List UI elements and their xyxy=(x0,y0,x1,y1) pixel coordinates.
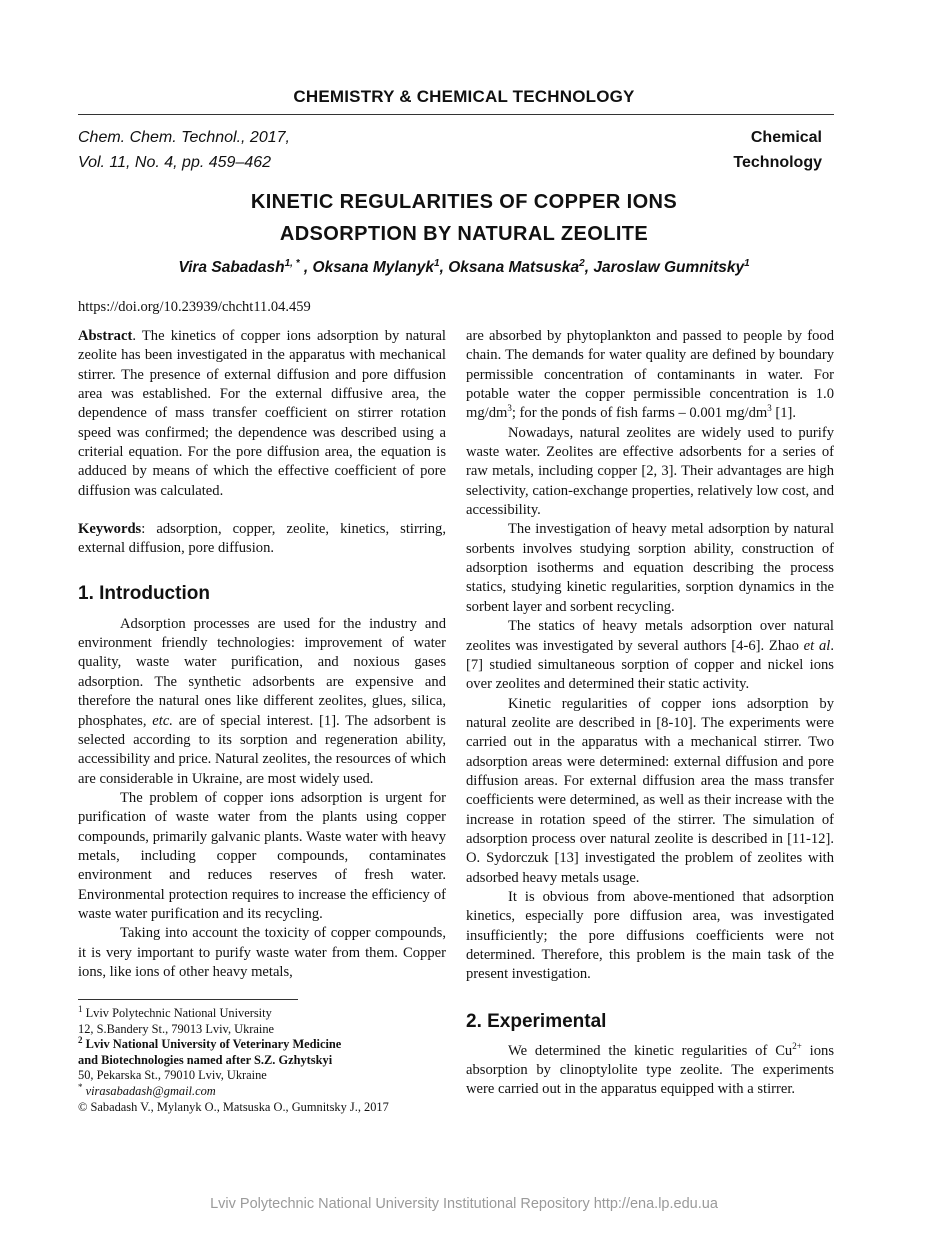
text: are of special interest. [1]. The adsorbent is selected according to its sorption and regeneration ability, accessibility and price. Natural zeolites, the resources of which are considerable in Ukraine, are most widely used. xyxy=(78,712,446,787)
paragraph: It is obvious from above-mentioned that adsorption kinetics, especially pore diffusion area, was investigated insufficiently; the pore diffusions coefficients were not determined. Therefore, this problem is the main task of the present investigation. xyxy=(466,888,834,983)
text: etc. xyxy=(152,712,173,729)
text: Adsorption processes are used for the industry and environment friendly technologies: improvement of water quality, waste water purification, and noxious gases adsorption. The synthetic adsorbents are expensive and therefore the natural ones like different zeolites, glues, silica, phosphates, xyxy=(78,615,446,729)
abstract-text: . The kinetics of copper ions adsorption by natural zeolite has been investigated in the apparatus with mechanical stirrer. The presence of external diffusion and pore diffusion area was established. For the external diffusive area, the dependence of mass transfer coefficient on stirrer rotation speed was confirmed; the dependence was described using a criterial equation. For the pore diffusion area, the equation is adduced by means of which the effective coefficient of pore diffusion was calculated. xyxy=(78,328,446,499)
text: are absorbed by phytoplankton and passed to people by food chain. The demands for water quality are defined by boundary permissible concentration of contaminants in water. For potable water the copper permissible concentration is 1.0 mg/dm xyxy=(466,328,834,422)
journal-brand xyxy=(733,125,822,175)
abstract-label: Abstract xyxy=(78,328,133,344)
affiliation-address: 12, S.Bandery St., 79013 Lviv, Ukraine xyxy=(78,1021,275,1036)
keywords xyxy=(78,520,446,559)
text: The statics of heavy metals adsorption over natural zeolites was investigated by several authors [4-6]. Zhao xyxy=(466,618,834,654)
left-column xyxy=(78,327,446,982)
abstract xyxy=(78,327,446,501)
author-name: Vira Sabadash xyxy=(178,259,285,276)
superscript: 2+ xyxy=(792,1040,802,1051)
citation-line-2: Vol. 11, No. 4, pp. 459–462 xyxy=(78,154,272,171)
superscript: 3 xyxy=(767,403,772,414)
section-heading-introduction: 1. Introduction xyxy=(78,582,210,604)
author-name: , Oksana Mylanyk xyxy=(303,259,435,276)
paragraph xyxy=(78,615,446,789)
repository-footer: Lviv Polytechnic National University Institutional Repository http://ena.lp.edu.ua xyxy=(210,1196,718,1212)
affiliation: Lviv Polytechnic National University xyxy=(82,1006,272,1020)
footnotes xyxy=(78,1003,389,1115)
paragraph: Kinetic regularities of copper ions adsorption by natural zeolite are described in [8-10]. The experiments were carried out in the apparatus with a mechanical stirrer. Two adsorption areas were determined: external diffusion and pore diffusion areas. For external diffusion area the mass transfer coefficients were determined, as well as their increase with the increase in rotation speed of the stirrer. The simulation of adsorption process over natural zeolite is described in [11-12]. O. Sydorczuk [13] investigated the problem of zeolites with adsorbed heavy metals usage. xyxy=(466,695,834,886)
author-name: , Oksana Matsuska xyxy=(439,259,580,276)
keywords-text: : adsorption, copper, zeolite, kinetics, stirring, external diffusion, pore diffusion. xyxy=(78,521,446,557)
paragraph: Nowadays, natural zeolites are widely used to purify waste water. Zeolites are effective adsorbents for a series of raw metals, including copper [2, 3]. Their advantages are high selectivity, cation-exchange properties, relatively low cost, and accessibility. xyxy=(466,424,834,519)
paragraph: Taking into account the toxicity of copper compounds, it is very important to purify waste water from them. Copper ions, like ions of other heavy metals, xyxy=(78,925,446,980)
brand-line-2: Technology xyxy=(733,154,822,171)
copyright: © Sabadash V., Mylanyk O., Matsuska O., Gumnitsky J., 2017 xyxy=(78,1099,389,1114)
text: [1]. xyxy=(771,405,797,422)
affiliation: Lviv National University of Veterinary Medicine xyxy=(82,1037,342,1052)
right-column xyxy=(466,327,834,1100)
paper-title xyxy=(0,186,928,250)
keywords-label: Keywords xyxy=(78,521,142,538)
author-affiliation: 2 xyxy=(579,257,585,269)
citation-line-1: Chem. Chem. Technol., 2017, xyxy=(78,129,290,146)
author-name: , Jaroslaw Gumnitsky xyxy=(584,259,745,276)
title-line-2: ADSORPTION BY NATURAL ZEOLITE xyxy=(279,223,649,245)
paragraph xyxy=(466,617,834,694)
journal-header: CHEMISTRY & CHEMICAL TECHNOLOGY xyxy=(293,87,635,106)
title-line-1: KINETIC REGULARITIES OF COPPER IONS xyxy=(250,191,678,213)
text: ions absorption by clinoptylolite type zeolite. The experiments were carried out in the apparatus equipped with a stirrer. xyxy=(466,1042,834,1098)
text: We determined the kinetic regularities of Cu xyxy=(508,1042,793,1059)
author-affiliation: 1 xyxy=(744,257,750,269)
header-divider xyxy=(78,114,834,115)
paragraph xyxy=(466,327,834,424)
paragraph xyxy=(466,1042,834,1100)
section-heading-experimental: 2. Experimental xyxy=(466,1010,607,1032)
text: et al xyxy=(803,637,831,654)
text: ; for the ponds of fish farms – 0.001 mg/dm xyxy=(511,405,768,422)
text: . [7] studied simultaneous sorption of copper and nickel ions over zeolites and determined their static activity. xyxy=(466,637,834,693)
affiliation: and Biotechnologies named after S.Z. Gzhytskyi xyxy=(78,1052,333,1067)
brand-line-1: Chemical xyxy=(750,129,822,146)
footnote-marker: 2 xyxy=(78,1035,83,1046)
paragraph: The investigation of heavy metal adsorption by natural sorbents involves studying sorption ability, construction of adsorption isotherms and equation describing the process statics, studying kinetic regularities, sorption dynamics in the sorbent layer and sorbent recycling. xyxy=(466,521,834,615)
superscript: 3 xyxy=(507,403,512,414)
footnote-marker: * xyxy=(78,1081,83,1092)
footnote-divider xyxy=(78,999,298,1000)
affiliation-address: 50, Pekarska St., 79010 Lviv, Ukraine xyxy=(78,1068,267,1083)
author-affiliation: 1 xyxy=(434,257,440,269)
author-affiliation: 1, * xyxy=(284,257,300,269)
footnote-marker: 1 xyxy=(78,1003,83,1014)
paragraph: The problem of copper ions adsorption is urgent for purification of waste water from the plants using copper compounds, primarily galvanic plants. Waste water with heavy metals, including copper compounds, contaminates environment and reduces reserves of fresh water. Environmental protection requires to increase the efficiency of waste water purification and its recycling. xyxy=(78,789,446,922)
citation xyxy=(78,125,290,175)
doi-link[interactable]: https://doi.org/10.23939/chcht11.04.459 xyxy=(78,299,311,315)
authors xyxy=(0,259,928,277)
corresponding-email[interactable]: virasabadash@gmail.com xyxy=(82,1083,216,1098)
